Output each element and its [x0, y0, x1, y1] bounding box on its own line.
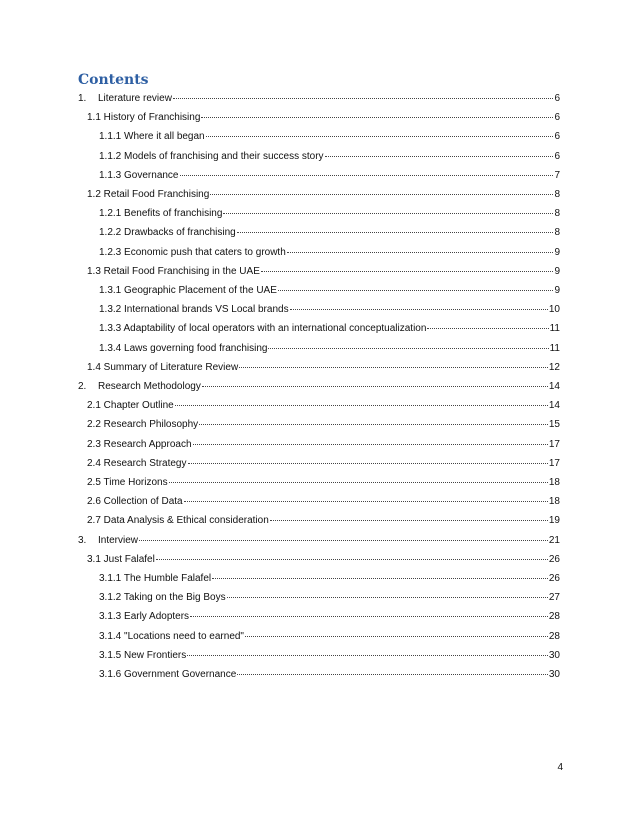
dot-leader: [156, 559, 548, 560]
toc-entry-page: 28: [548, 611, 560, 623]
toc-entry-page: 8: [554, 227, 560, 239]
toc-entry[interactable]: [78, 381, 560, 393]
toc-entry[interactable]: [87, 266, 560, 278]
toc-entry[interactable]: [87, 112, 560, 124]
dot-leader: [193, 444, 548, 445]
dot-leader: [227, 597, 548, 598]
toc-entry[interactable]: [87, 515, 560, 527]
toc-entry-page: 19: [548, 515, 560, 527]
toc-entry-title: 1.2.1 Benefits of franchising: [99, 208, 223, 220]
toc-entry[interactable]: [87, 554, 560, 566]
toc-entry[interactable]: [87, 400, 560, 412]
dot-leader: [210, 194, 553, 195]
toc-entry[interactable]: [99, 151, 560, 163]
toc-entry[interactable]: [99, 304, 560, 316]
toc-entry-title: 1.2 Retail Food Franchising: [87, 189, 210, 200]
toc-entry-title: 3.1.2 Taking on the Big Boys: [99, 592, 226, 604]
toc-entry-page: 28: [548, 630, 560, 642]
toc-entry[interactable]: [99, 285, 560, 297]
toc-entry-number: 2.: [78, 381, 87, 392]
toc-entry[interactable]: [99, 573, 560, 585]
toc-entry-page: 11: [549, 323, 560, 335]
toc-entry-page: 9: [554, 246, 560, 258]
dot-leader: [199, 424, 548, 425]
dot-leader: [139, 540, 548, 541]
dot-leader: [427, 328, 548, 329]
toc-entry-page: 6: [554, 93, 560, 104]
toc-entry-page: 30: [548, 669, 560, 680]
toc-entry-title: 2.3 Research Approach: [87, 438, 192, 450]
toc-entry-title: 1.3.1 Geographic Placement of the UAE: [99, 285, 277, 296]
toc-entry[interactable]: [99, 170, 560, 182]
dot-leader: [206, 136, 554, 137]
toc-entry-title: 3.1.6 Government Governance: [99, 669, 237, 680]
toc-heading: Contents: [78, 72, 149, 88]
toc-entry[interactable]: [99, 650, 560, 662]
dot-leader: [223, 213, 553, 214]
toc-entry[interactable]: [99, 669, 560, 681]
dot-leader: [245, 636, 548, 637]
toc-entry-title: 2.7 Data Analysis & Ethical consideration: [87, 515, 269, 527]
toc-entry[interactable]: [99, 592, 560, 604]
dot-leader: [268, 348, 548, 349]
toc-entry-page: 7: [554, 169, 560, 181]
toc-entry-title: 2.4 Research Strategy: [87, 457, 187, 469]
toc-entry-page: 26: [548, 573, 560, 584]
toc-entry-number: 3.: [78, 534, 87, 546]
toc-entry-page: 6: [554, 150, 560, 162]
dot-leader: [175, 405, 548, 406]
toc-entry[interactable]: [99, 227, 560, 239]
dot-leader: [201, 117, 553, 118]
toc-entry-title: 1.1.2 Models of franchising and their success story: [99, 150, 324, 162]
toc-entry[interactable]: [99, 247, 560, 259]
toc-entry-page: 10: [548, 304, 560, 316]
toc-entry-title: 3.1.1 The Humble Falafel: [99, 573, 212, 584]
toc-entry-title: 1.2.3 Economic push that caters to growth: [99, 246, 286, 258]
toc-entry-title: 1.3.4 Laws governing food franchising: [99, 342, 268, 354]
toc-entry-page: 6: [554, 131, 560, 143]
toc-entry-page: 14: [548, 400, 560, 412]
toc-entry-page: 27: [548, 592, 560, 604]
toc-entry-title: 2.1 Chapter Outline: [87, 400, 174, 412]
dot-leader: [278, 290, 554, 291]
dot-leader: [173, 98, 554, 99]
toc-entry[interactable]: [78, 93, 560, 105]
toc-entry[interactable]: [99, 323, 560, 335]
toc-entry-title: 1.4 Summary of Literature Review: [87, 361, 239, 373]
toc-entry-page: 14: [548, 381, 560, 392]
toc-entry-title: 3.1.5 New Frontiers: [99, 649, 187, 661]
toc-entry-page: 17: [548, 438, 560, 450]
dot-leader: [180, 175, 554, 176]
toc-entry-title: 1.3.2 International brands VS Local brands: [99, 304, 289, 316]
dot-leader: [290, 309, 548, 310]
toc-entry[interactable]: [87, 189, 560, 201]
toc-entry-page: 30: [548, 649, 560, 661]
dot-leader: [237, 674, 548, 675]
toc-entry[interactable]: [87, 496, 560, 508]
toc-entry-title: 1.1.1 Where it all began: [99, 131, 205, 143]
toc-entry[interactable]: [99, 631, 560, 643]
toc-entry-title: 1.1 History of Franchising: [87, 112, 201, 124]
toc-entry-page: 9: [554, 285, 560, 296]
toc-entry-page: 21: [548, 534, 560, 546]
toc-entry-page: 26: [548, 553, 560, 565]
dot-leader: [202, 386, 548, 387]
dot-leader: [212, 578, 548, 579]
toc-entry-number: 1.: [78, 93, 87, 104]
toc-entry-page: 8: [554, 208, 560, 220]
toc-entry-title: 1.3.3 Adaptability of local operators with an international conceptualization: [99, 323, 427, 335]
toc-entry-title: 2.2 Research Philosophy: [87, 419, 199, 431]
toc-entry-page: 18: [548, 496, 560, 508]
dot-leader: [187, 655, 548, 656]
toc-entry-title: Research Methodology: [98, 381, 201, 392]
toc-entry-title: 2.6 Collection of Data: [87, 496, 183, 508]
toc-entry-page: 11: [549, 342, 560, 354]
page-number: 4: [557, 762, 563, 773]
toc-entry[interactable]: [78, 535, 560, 547]
dot-leader: [270, 520, 548, 521]
toc-entry[interactable]: [87, 439, 560, 451]
toc-entry[interactable]: [87, 419, 560, 431]
toc-entry-title: 1.2.2 Drawbacks of franchising: [99, 227, 236, 239]
toc-entry-title: 3.1.4 "Locations need to earned": [99, 630, 244, 642]
dot-leader: [239, 367, 548, 368]
toc-entry[interactable]: [87, 362, 560, 374]
toc-entry-page: 9: [554, 265, 560, 277]
toc-entry-page: 12: [548, 361, 560, 373]
toc-entry-title: 3.1 Just Falafel: [87, 553, 155, 565]
toc-entry-title: 1.1.3 Governance: [99, 169, 179, 181]
toc-entry[interactable]: [99, 131, 560, 143]
toc-entry-title: Interview: [98, 534, 139, 546]
toc-entry-title: Literature review: [98, 93, 172, 104]
toc-entry[interactable]: [87, 477, 560, 489]
toc-entry[interactable]: [87, 458, 560, 470]
toc-entry-title: 2.5 Time Horizons: [87, 477, 168, 488]
dot-leader: [188, 463, 548, 464]
toc-entry-page: 6: [554, 112, 560, 124]
dot-leader: [287, 252, 554, 253]
toc-entry-page: 18: [548, 477, 560, 488]
dot-leader: [190, 616, 548, 617]
toc-entry-title: 3.1.3 Early Adopters: [99, 611, 190, 623]
toc-entry[interactable]: [99, 611, 560, 623]
dot-leader: [184, 501, 548, 502]
toc-entry-page: 15: [548, 419, 560, 431]
toc-entry-page: 17: [548, 457, 560, 469]
dot-leader: [169, 482, 548, 483]
toc-entry[interactable]: [99, 208, 560, 220]
toc-entry-page: 8: [554, 189, 560, 200]
dot-leader: [261, 271, 554, 272]
toc-entry-title: 1.3 Retail Food Franchising in the UAE: [87, 265, 260, 277]
dot-leader: [325, 156, 554, 157]
toc-entry[interactable]: [99, 343, 560, 355]
dot-leader: [237, 232, 554, 233]
